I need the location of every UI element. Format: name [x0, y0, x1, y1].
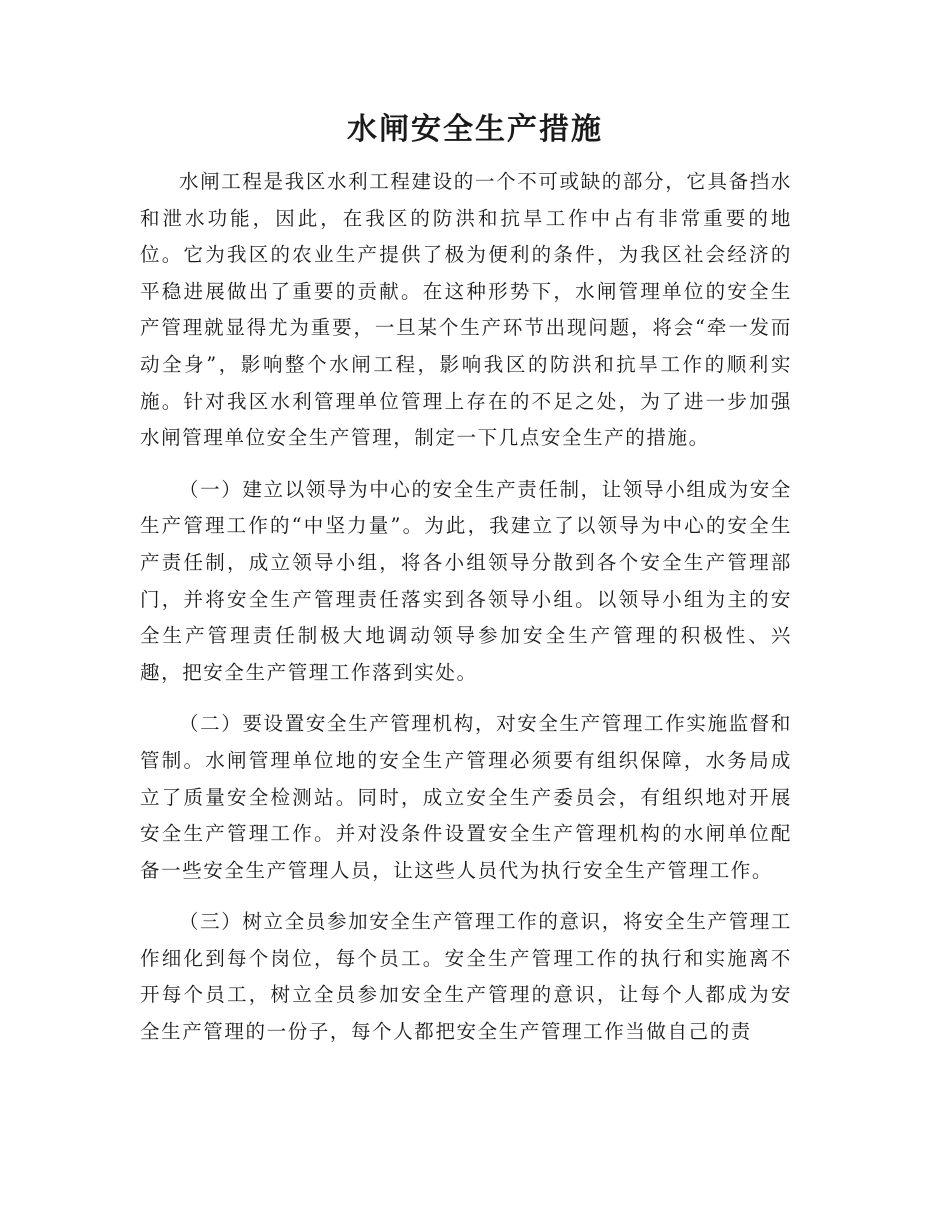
- paragraph-intro: 水闸工程是我区水利工程建设的一个不可或缺的部分，它具备挡水和泄水功能，因此，在我区的防洪和抗旱工作中占有非常重要的地位。它为我区的农业生产提供了极为便利的条件，为我区社会经济的平稳进展做出了重要的贡献。在这种形势下，水闸管理单位的安全生产管理就显得尤为重要，一旦某个生产环节出现问题，将会“牵一发而动全身”，影响整个水闸工程，影响我区的防洪和抗旱工作的顺利实施。针对我区水利管理单位管理上存在的不足之处，为了进一步加强水闸管理单位安全生产管理，制定一下几点安全生产的措施。: [140, 170, 792, 450]
- document-body: [140, 164, 792, 1051]
- paragraph-section-2: （二）要设置安全生产管理机构，对安全生产管理工作实施监督和管制。水闸管理单位地的安全生产管理必须要有组织保障，水务局成立了质量安全检测站。同时，成立安全生产委员会，有组织地对开展安全生产管理工作。并对没条件设置安全生产管理机构的水闸单位配备一些安全生产管理人员，让这些人员代为执行安全生产管理工作。: [140, 712, 792, 882]
- paragraph-section-3: （三）树立全员参加安全生产管理工作的意识，将安全生产管理工作细化到每个岗位，每个员工。安全生产管理工作的执行和实施离不开每个员工，树立全员参加安全生产管理的意识，让每个人都成为安全生产管理的一份子，每个人都把安全生产管理工作当做自己的责: [140, 910, 792, 1044]
- paragraph-section-1: （一）建立以领导为中心的安全生产责任制，让领导小组成为安全生产管理工作的“中坚力量”。为此，我建立了以领导为中心的安全生产责任制，成立领导小组，将各小组领导分散到各个安全生产管理部门，并将安全生产管理责任落实到各领导小组。以领导小组为主的安全生产管理责任制极大地调动领导参加安全生产管理的积极性、兴趣，把安全生产管理工作落到实处。: [140, 477, 792, 684]
- document-title: 水闸安全生产措施: [347, 112, 603, 147]
